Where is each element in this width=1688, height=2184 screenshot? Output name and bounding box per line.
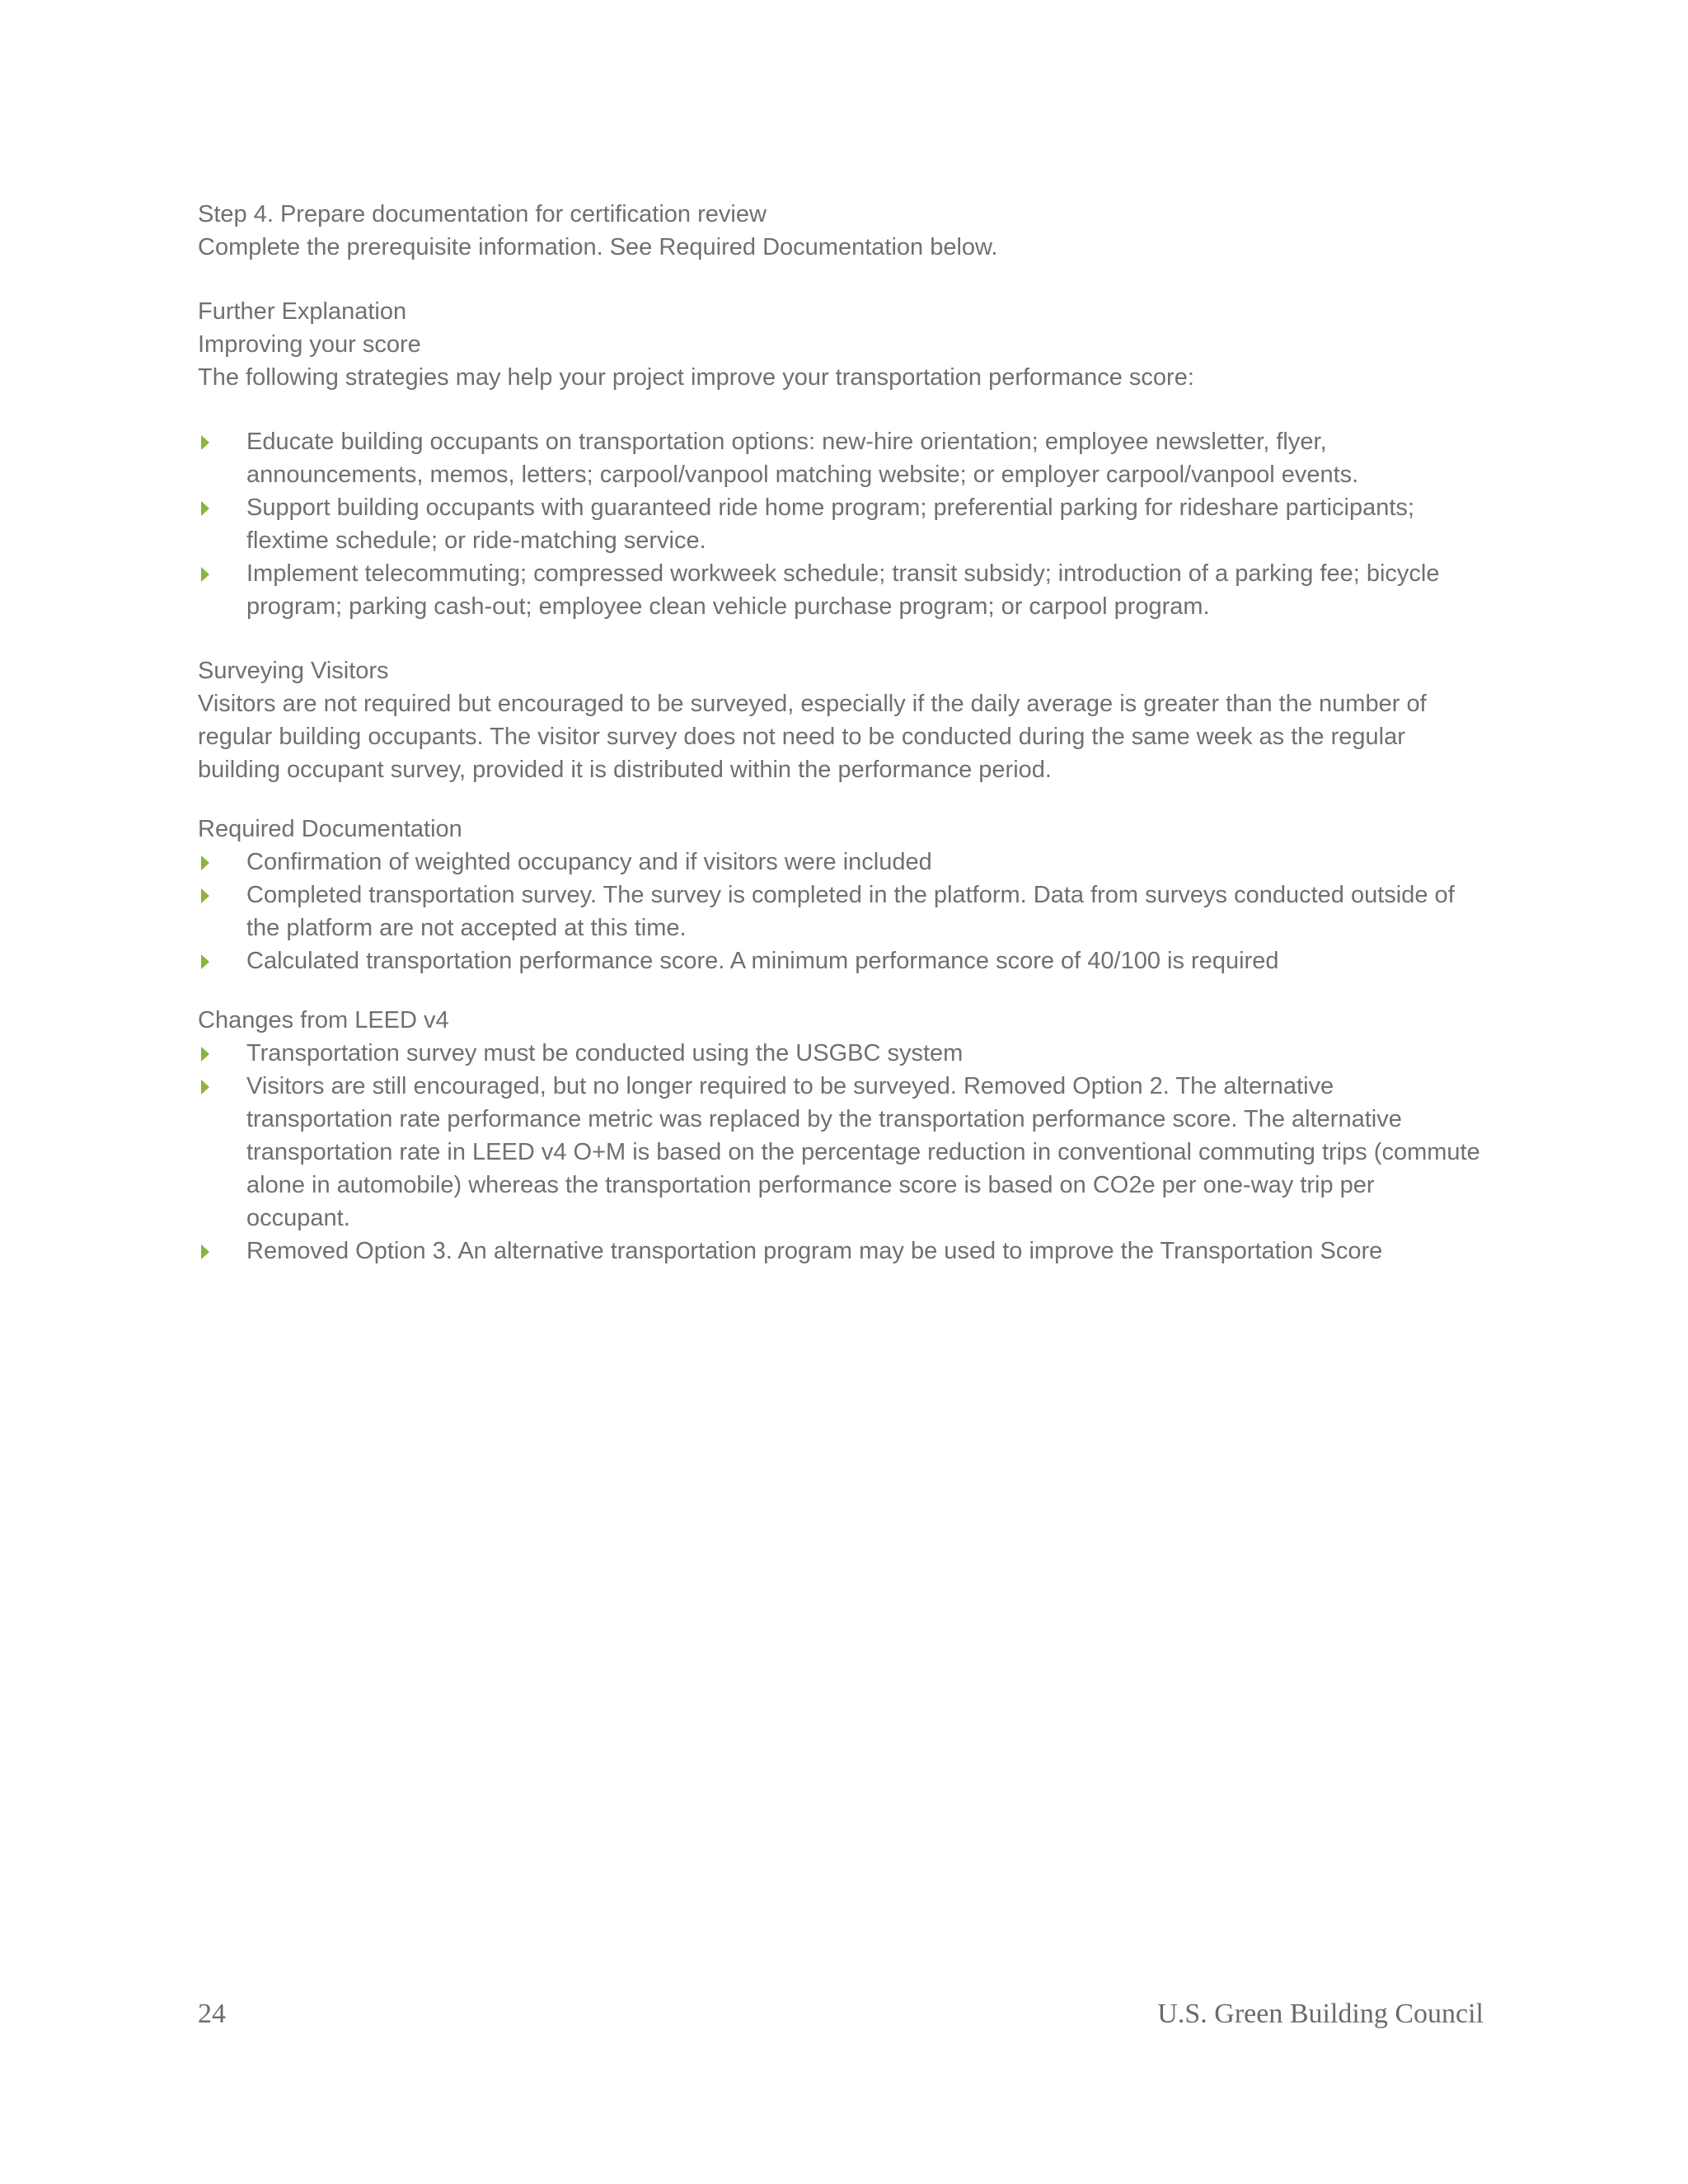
triangle-right-icon bbox=[201, 954, 209, 969]
triangle-right-icon bbox=[201, 1244, 209, 1259]
organization-name: U.S. Green Building Council bbox=[1157, 1999, 1484, 2029]
surveying-visitors-text: Visitors are not required but encouraged to be surveyed, especially if the daily average is greater than the number of regular building occupants. The visitor survey does not need to be conducted during the same week as the regular building occupant survey, provided it is distributed within the performance period. bbox=[198, 691, 1427, 783]
triangle-right-icon bbox=[201, 855, 209, 870]
list-item-text: Visitors are still encouraged, but no longer required to be surveyed. Removed Option 2. The alternative transportation rate performance metric was replaced by the transportation performance score. The alternative transportation rate in LEED v4 O+M is based on the percentage reduction in conventional commuting trips (commute alone in automobile) whereas the transportation performance score is based on CO2e per one-way trip per occupant. bbox=[246, 1073, 1480, 1231]
triangle-right-icon bbox=[201, 888, 209, 903]
list-item-text: Transportation survey must be conducted using the USGBC system bbox=[246, 1040, 964, 1066]
surveying-visitors-heading: Surveying Visitors bbox=[198, 658, 389, 684]
step4-heading: Step 4. Prepare documentation for certification review bbox=[198, 201, 767, 227]
step4-text: Complete the prerequisite information. See Required Documentation below. bbox=[198, 234, 998, 260]
list-item bbox=[198, 1070, 1484, 1235]
document-page bbox=[198, 198, 1484, 1268]
improving-score-subheading: Improving your score bbox=[198, 331, 421, 358]
list-item-text: Calculated transportation performance score. A minimum performance score of 40/100 is required bbox=[246, 948, 1279, 974]
list-item-text: Implement telecommuting; compressed workweek schedule; transit subsidy; introduction of a parking fee; bicycle program; parking cash-out; employee clean vehicle purchase program; or carpool program. bbox=[246, 560, 1440, 620]
list-item bbox=[198, 557, 1484, 623]
spacer bbox=[198, 264, 1484, 295]
required-documentation-list bbox=[198, 846, 1484, 977]
list-item-text: Educate building occupants on transportation options: new-hire orientation; employee newsletter, flyer, announcements, memos, letters; carpool/vanpool matching website; or employer carpool/vanpool events. bbox=[246, 429, 1359, 488]
triangle-right-icon bbox=[201, 1047, 209, 1062]
triangle-right-icon bbox=[201, 1080, 209, 1094]
list-item-text: Support building occupants with guaranteed ride home program; preferential parking for rideshare participants; flextime schedule; or ride-matching service. bbox=[246, 494, 1414, 554]
triangle-right-icon bbox=[201, 501, 209, 516]
page-number: 24 bbox=[198, 1999, 226, 2029]
spacer bbox=[198, 786, 1484, 813]
required-documentation-heading: Required Documentation bbox=[198, 816, 462, 842]
spacer bbox=[198, 977, 1484, 1004]
spacer bbox=[198, 623, 1484, 654]
triangle-right-icon bbox=[201, 567, 209, 582]
list-item bbox=[198, 944, 1484, 977]
list-item-text: Completed transportation survey. The survey is completed in the platform. Data from surveys conducted outside of the platform are not accepted at this time. bbox=[246, 882, 1455, 941]
strategies-intro: The following strategies may help your project improve your transportation performance score: bbox=[198, 364, 1194, 391]
changes-heading: Changes from LEED v4 bbox=[198, 1007, 449, 1033]
list-item bbox=[198, 846, 1484, 879]
list-item bbox=[198, 879, 1484, 944]
changes-list bbox=[198, 1037, 1484, 1268]
list-item bbox=[198, 1037, 1484, 1070]
list-item-text: Confirmation of weighted occupancy and if visitors were included bbox=[246, 849, 932, 875]
list-item bbox=[198, 1235, 1484, 1268]
spacer bbox=[198, 394, 1484, 425]
list-item bbox=[198, 491, 1484, 557]
strategies-list bbox=[198, 425, 1484, 623]
list-item-text: Removed Option 3. An alternative transportation program may be used to improve the Transportation Score bbox=[246, 1238, 1383, 1264]
list-item bbox=[198, 425, 1484, 491]
triangle-right-icon bbox=[201, 435, 209, 450]
further-explanation-heading: Further Explanation bbox=[198, 298, 407, 325]
